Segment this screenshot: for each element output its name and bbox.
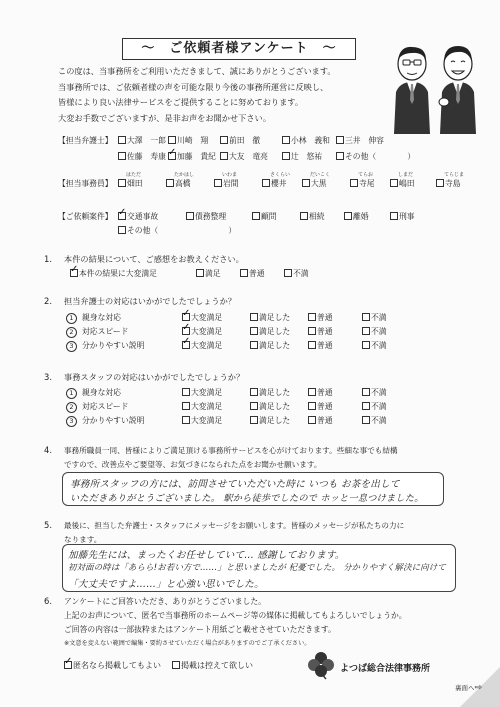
item-label: 対応スピード	[82, 402, 129, 411]
q2-answer[interactable]	[362, 326, 387, 337]
checkbox-checked[interactable]	[64, 661, 72, 669]
lawyer-name: 大澤 一郎	[127, 136, 166, 145]
arrow-right-icon: ⇨	[474, 683, 483, 693]
checkbox[interactable]	[308, 416, 316, 424]
checkbox[interactable]	[362, 388, 370, 396]
checkbox[interactable]	[214, 179, 222, 187]
checkbox-checked[interactable]	[118, 212, 126, 220]
answer-label: 普通	[317, 388, 333, 397]
q3-answer[interactable]	[182, 415, 222, 426]
lawyer-name: 大友 竜亮	[229, 152, 268, 161]
staff-name: 寺尾	[359, 179, 375, 188]
lawyer-name: 小林 義和	[291, 136, 330, 145]
case-name: 債務整理	[195, 212, 227, 221]
answer-label: 大変満足	[191, 341, 223, 350]
checkbox[interactable]	[336, 136, 344, 144]
q5-text-line: 最後に、担当した弁護士・スタッフにメッセージをお願いします。皆様のメッセージが私たちの力に	[64, 521, 405, 530]
answer-label: 大変満足	[191, 327, 223, 336]
q3-answer[interactable]	[308, 401, 333, 412]
answer-label: 普通	[317, 327, 333, 336]
lawyer-name: 前田 徹	[229, 136, 261, 145]
q4-answer-line: 事務所スタッフの方には、訪問させていただいた時に いつも お茶を出して	[70, 479, 400, 490]
checkbox[interactable]	[250, 341, 258, 349]
q1-text: 本件の結果について、ご感想をお教えください。	[64, 254, 244, 264]
lawyer-name: 辻 悠祐	[291, 152, 323, 161]
staff-name: 櫻井	[271, 179, 287, 188]
staff-name: 岩間	[223, 179, 239, 188]
item-number: 3	[66, 341, 77, 352]
checkbox[interactable]	[182, 402, 190, 410]
case-option[interactable]	[118, 225, 236, 236]
checkbox[interactable]	[250, 327, 258, 335]
item-label: 分かりやすい説明	[82, 341, 145, 350]
lawyer-option[interactable]	[118, 151, 166, 162]
q3-item	[66, 401, 128, 413]
clover-logo-icon	[306, 650, 336, 680]
staff-option[interactable]	[350, 172, 375, 189]
checkbox[interactable]	[308, 402, 316, 410]
answer-label: 満足した	[259, 416, 291, 425]
lawyer-option[interactable]	[336, 151, 415, 162]
answer-label: 満足した	[259, 388, 291, 397]
q2-answer[interactable]	[250, 326, 290, 337]
answer-label: 不満	[371, 416, 387, 425]
q2-text: 担当弁護士の対応はいかがでしたでしょうか？	[64, 296, 236, 306]
staff-option[interactable]	[262, 172, 291, 189]
q2-answer[interactable]	[362, 340, 387, 351]
lawyer-option[interactable]	[118, 135, 166, 146]
item-label: 親身な対応	[82, 313, 121, 322]
staff-option[interactable]	[302, 172, 331, 189]
staff-name: 嶋田	[399, 179, 415, 188]
q2-answer[interactable]	[308, 312, 333, 323]
q6-text-line: ご回答の内容は一部抜粋またはアンケート用紙ごと載せさせていただきます。	[64, 625, 336, 634]
checkbox[interactable]	[250, 416, 258, 424]
q4-answer-line: いただきありがとうございました。 駅から徒歩でしたので ホッと一息つけました。	[70, 493, 424, 504]
checkbox[interactable]	[344, 212, 352, 220]
answer-label: 大変満足	[191, 402, 223, 411]
q5-text-line: なります。	[64, 535, 102, 544]
lawyer-name: その他（ ）	[345, 152, 416, 161]
case-name: 離婚	[353, 212, 369, 221]
q6-option[interactable]	[172, 660, 253, 671]
item-number: 1	[66, 388, 77, 399]
staff-ruby: いわま	[222, 172, 238, 178]
checkbox[interactable]	[250, 402, 258, 410]
q3-answer[interactable]	[308, 415, 333, 426]
staff-option[interactable]	[118, 172, 143, 189]
item-number: 3	[66, 416, 77, 427]
checkbox[interactable]	[362, 313, 370, 321]
case-name: 刑事	[399, 212, 415, 221]
answer-label: 普通	[317, 341, 333, 350]
staff-ruby: たかはし	[174, 172, 195, 178]
case-option[interactable]	[252, 211, 277, 222]
next-page-text: 裏面へ	[455, 684, 475, 692]
q5-answer-line: 初対面の時は「あらら!お若い方で……」と思いましたが 杞憂でした。 分かりやすく解決に向けて	[68, 562, 447, 572]
item-label: 対応スピード	[82, 327, 129, 336]
q3-answer[interactable]	[250, 415, 290, 426]
answer-label: 満足した	[259, 313, 291, 322]
lawyer-name: 川崎 翔	[177, 136, 209, 145]
q5-answer-line: 「大丈夫ですよ……」と心強い思いでした。	[68, 579, 264, 590]
q2-item	[66, 312, 121, 324]
case-option[interactable]	[118, 211, 158, 222]
q3-number: 3.	[44, 372, 52, 382]
q2-answer[interactable]	[250, 340, 290, 351]
intro-line: 大変お手数でございますが、是非お声をお聞かせ下さい。	[58, 112, 271, 123]
checkbox[interactable]	[300, 212, 308, 220]
item-label: 分かりやすい説明	[82, 416, 145, 425]
case-name: 交通事故	[127, 212, 159, 221]
lawyer-option[interactable]	[220, 151, 268, 162]
checkbox[interactable]	[252, 212, 260, 220]
staff-ruby: しまだ	[398, 172, 414, 178]
q2-answer[interactable]	[308, 326, 333, 337]
answer-label: 不満	[371, 313, 387, 322]
q6-text-line: 上記のお声について、匿名で当事務所のホームページ等の媒体に掲載してもよろしいでしょうか。	[64, 611, 407, 620]
q4-text-line: 事務所職員一同、皆様によりご満足頂ける事務所サービスを心がけております。些細な事でも結構	[64, 446, 398, 455]
option-label: 掲載は控えて欲しい	[181, 661, 253, 670]
checkbox[interactable]	[250, 313, 258, 321]
checkbox[interactable]	[166, 179, 174, 187]
option-label: 満足	[205, 269, 221, 278]
checkbox[interactable]	[282, 152, 290, 160]
answer-label: 普通	[317, 313, 333, 322]
option-label: 普通	[249, 269, 265, 278]
q2-number: 2.	[44, 296, 52, 306]
q5-answer-line: 加藤先生には、まったくお任せしていて… 感謝しております。	[68, 550, 345, 561]
staff-option[interactable]	[436, 172, 465, 189]
staff-ruby: はただ	[126, 172, 142, 178]
q2-answer[interactable]	[250, 312, 290, 323]
lawyers-illustration	[382, 42, 490, 134]
checkbox[interactable]	[118, 152, 126, 160]
checkbox[interactable]	[118, 179, 126, 187]
checkbox[interactable]	[308, 327, 316, 335]
checkbox[interactable]	[220, 136, 228, 144]
checkbox[interactable]	[118, 226, 126, 234]
checkbox[interactable]	[302, 179, 310, 187]
item-number: 1	[66, 313, 77, 324]
checkbox[interactable]	[240, 269, 248, 277]
q5-number: 5.	[44, 520, 52, 530]
staff-name: 寺島	[445, 179, 461, 188]
q2-item	[66, 326, 128, 338]
answer-label: 不満	[371, 327, 387, 336]
staff-ruby: てらじま	[444, 172, 465, 178]
q6-text-line: アンケートにご回答いただき、ありがとうございました。	[64, 597, 266, 606]
checkbox[interactable]	[284, 269, 292, 277]
q3-answer[interactable]	[250, 387, 290, 398]
staff-ruby: だいこく	[310, 172, 331, 178]
case-name: 相続	[309, 212, 325, 221]
intro-line: 皆様により良い法律サービスをご提供することに努めております。	[58, 97, 303, 107]
q4-number: 4.	[44, 445, 52, 455]
lawyer-option[interactable]	[336, 135, 384, 146]
checkbox[interactable]	[168, 136, 176, 144]
q6-option[interactable]	[64, 660, 161, 671]
q1-option[interactable]	[70, 268, 157, 279]
checkbox[interactable]	[196, 269, 204, 277]
checkbox-checked[interactable]	[182, 313, 190, 321]
item-number: 2	[66, 327, 77, 338]
right-lawyer-figure	[439, 46, 476, 134]
answer-label: 不満	[371, 388, 387, 397]
checkbox[interactable]	[436, 179, 444, 187]
q6-number: 6.	[44, 596, 52, 606]
lawyer-option[interactable]	[282, 151, 322, 162]
intro-text	[58, 64, 388, 126]
q1-option[interactable]	[196, 268, 221, 279]
lawyer-name: 三井 伸容	[345, 136, 384, 145]
option-label: 不満	[293, 269, 309, 278]
checkbox[interactable]	[118, 136, 126, 144]
case-name: 顧問	[261, 212, 277, 221]
staff-name: 畑田	[127, 179, 143, 188]
answer-label: 大変満足	[191, 388, 223, 397]
checkbox[interactable]	[390, 179, 398, 187]
checkbox[interactable]	[336, 152, 344, 160]
checkbox[interactable]	[182, 388, 190, 396]
checkbox-checked[interactable]	[182, 341, 190, 349]
staff-option[interactable]	[390, 172, 415, 189]
lawyer-option[interactable]	[168, 135, 208, 146]
answer-label: 満足した	[259, 327, 291, 336]
checkbox[interactable]	[362, 402, 370, 410]
answer-label: 普通	[317, 402, 333, 411]
staff-option[interactable]	[166, 172, 195, 189]
staff-ruby: さくらい	[270, 172, 291, 178]
lawyer-option[interactable]	[168, 151, 216, 162]
q2-item	[66, 340, 144, 352]
answer-label: 普通	[317, 416, 333, 425]
lawyer-option[interactable]	[220, 135, 260, 146]
checkbox-checked[interactable]	[168, 152, 176, 160]
lawyers-label: 【担当弁護士】	[58, 136, 113, 145]
q3-answer[interactable]	[362, 401, 387, 412]
checkbox-checked[interactable]	[70, 269, 78, 277]
q2-answer[interactable]	[362, 312, 387, 323]
q2-answer[interactable]	[308, 340, 333, 351]
lawyer-name: 佐藤 寿康	[127, 152, 166, 161]
case-name: その他（ ）	[127, 226, 237, 235]
next-page-label[interactable]	[455, 683, 482, 693]
checkbox[interactable]	[282, 136, 290, 144]
checkbox[interactable]	[362, 416, 370, 424]
checkbox[interactable]	[350, 179, 358, 187]
staff-name: 高橋	[175, 179, 191, 188]
q3-answer[interactable]	[182, 387, 222, 398]
answer-label: 不満	[371, 341, 387, 350]
checkbox[interactable]	[390, 212, 398, 220]
q3-answer[interactable]	[362, 387, 387, 398]
checkbox[interactable]	[362, 327, 370, 335]
staff-name: 大黒	[311, 179, 327, 188]
checkbox[interactable]	[250, 388, 258, 396]
checkbox[interactable]	[220, 152, 228, 160]
firm-name: よつば総合法律事務所	[340, 664, 431, 674]
q6-note: ※文意を変えない範囲で編集・要約させていただく場合がありますのでご了承ください。	[64, 640, 311, 647]
q3-answer[interactable]	[362, 415, 387, 426]
answer-label: 不満	[371, 402, 387, 411]
checkbox[interactable]	[308, 313, 316, 321]
item-label: 親身な対応	[82, 388, 121, 397]
staff-label: 【担当事務員】	[58, 179, 113, 188]
staff-option[interactable]	[214, 172, 239, 189]
lawyer-name: 加藤 貴紀	[177, 152, 216, 161]
checkbox[interactable]	[262, 179, 270, 187]
answer-label: 満足した	[259, 341, 291, 350]
checkbox[interactable]	[186, 212, 194, 220]
intro-line: 当事務所では、ご依頼者様の声を可能な限り今後の事務所運営に反映し、	[58, 81, 329, 92]
q2-answer[interactable]	[182, 340, 222, 351]
left-lawyer-figure	[394, 47, 430, 134]
checkbox[interactable]	[308, 341, 316, 349]
survey-title: ～ ご依頼者様アンケート ～	[122, 38, 356, 60]
checkbox[interactable]	[308, 388, 316, 396]
q1-number: 1.	[44, 254, 52, 264]
case-option[interactable]	[300, 211, 325, 222]
staff-ruby: てらお	[358, 172, 374, 178]
case-option[interactable]	[344, 211, 369, 222]
q1-option[interactable]	[284, 268, 309, 279]
checkbox[interactable]	[182, 416, 190, 424]
answer-label: 満足した	[259, 402, 291, 411]
item-number: 2	[66, 402, 77, 413]
checkbox-checked[interactable]	[182, 327, 190, 335]
checkbox[interactable]	[362, 341, 370, 349]
q3-answer[interactable]	[182, 401, 222, 412]
checkbox[interactable]	[172, 661, 180, 669]
case-option[interactable]	[186, 211, 226, 222]
q3-item	[66, 415, 144, 427]
intro-line: この度は、当事務所をご利用いただきまして、誠にありがとうございます。	[58, 66, 336, 76]
case-type-label: 【ご依頼案件】	[58, 212, 113, 221]
case-option[interactable]	[390, 211, 415, 222]
answer-label: 大変満足	[191, 313, 223, 322]
q4-text-line: ですので、改善点やご要望等、お気づきになられた点をお聞かせ願います。	[64, 460, 322, 469]
option-label: 本件の結果に大変満足	[79, 269, 157, 278]
q3-text: 事務スタッフの対応はいかがでしたでしょうか？	[64, 372, 245, 382]
answer-label: 大変満足	[191, 416, 223, 425]
q3-answer[interactable]	[250, 401, 290, 412]
q1-option[interactable]	[240, 268, 265, 279]
option-label: 匿名なら掲載してもよい	[73, 661, 161, 670]
q3-answer[interactable]	[308, 387, 333, 398]
q3-item	[66, 387, 121, 399]
lawyer-option[interactable]	[282, 135, 330, 146]
